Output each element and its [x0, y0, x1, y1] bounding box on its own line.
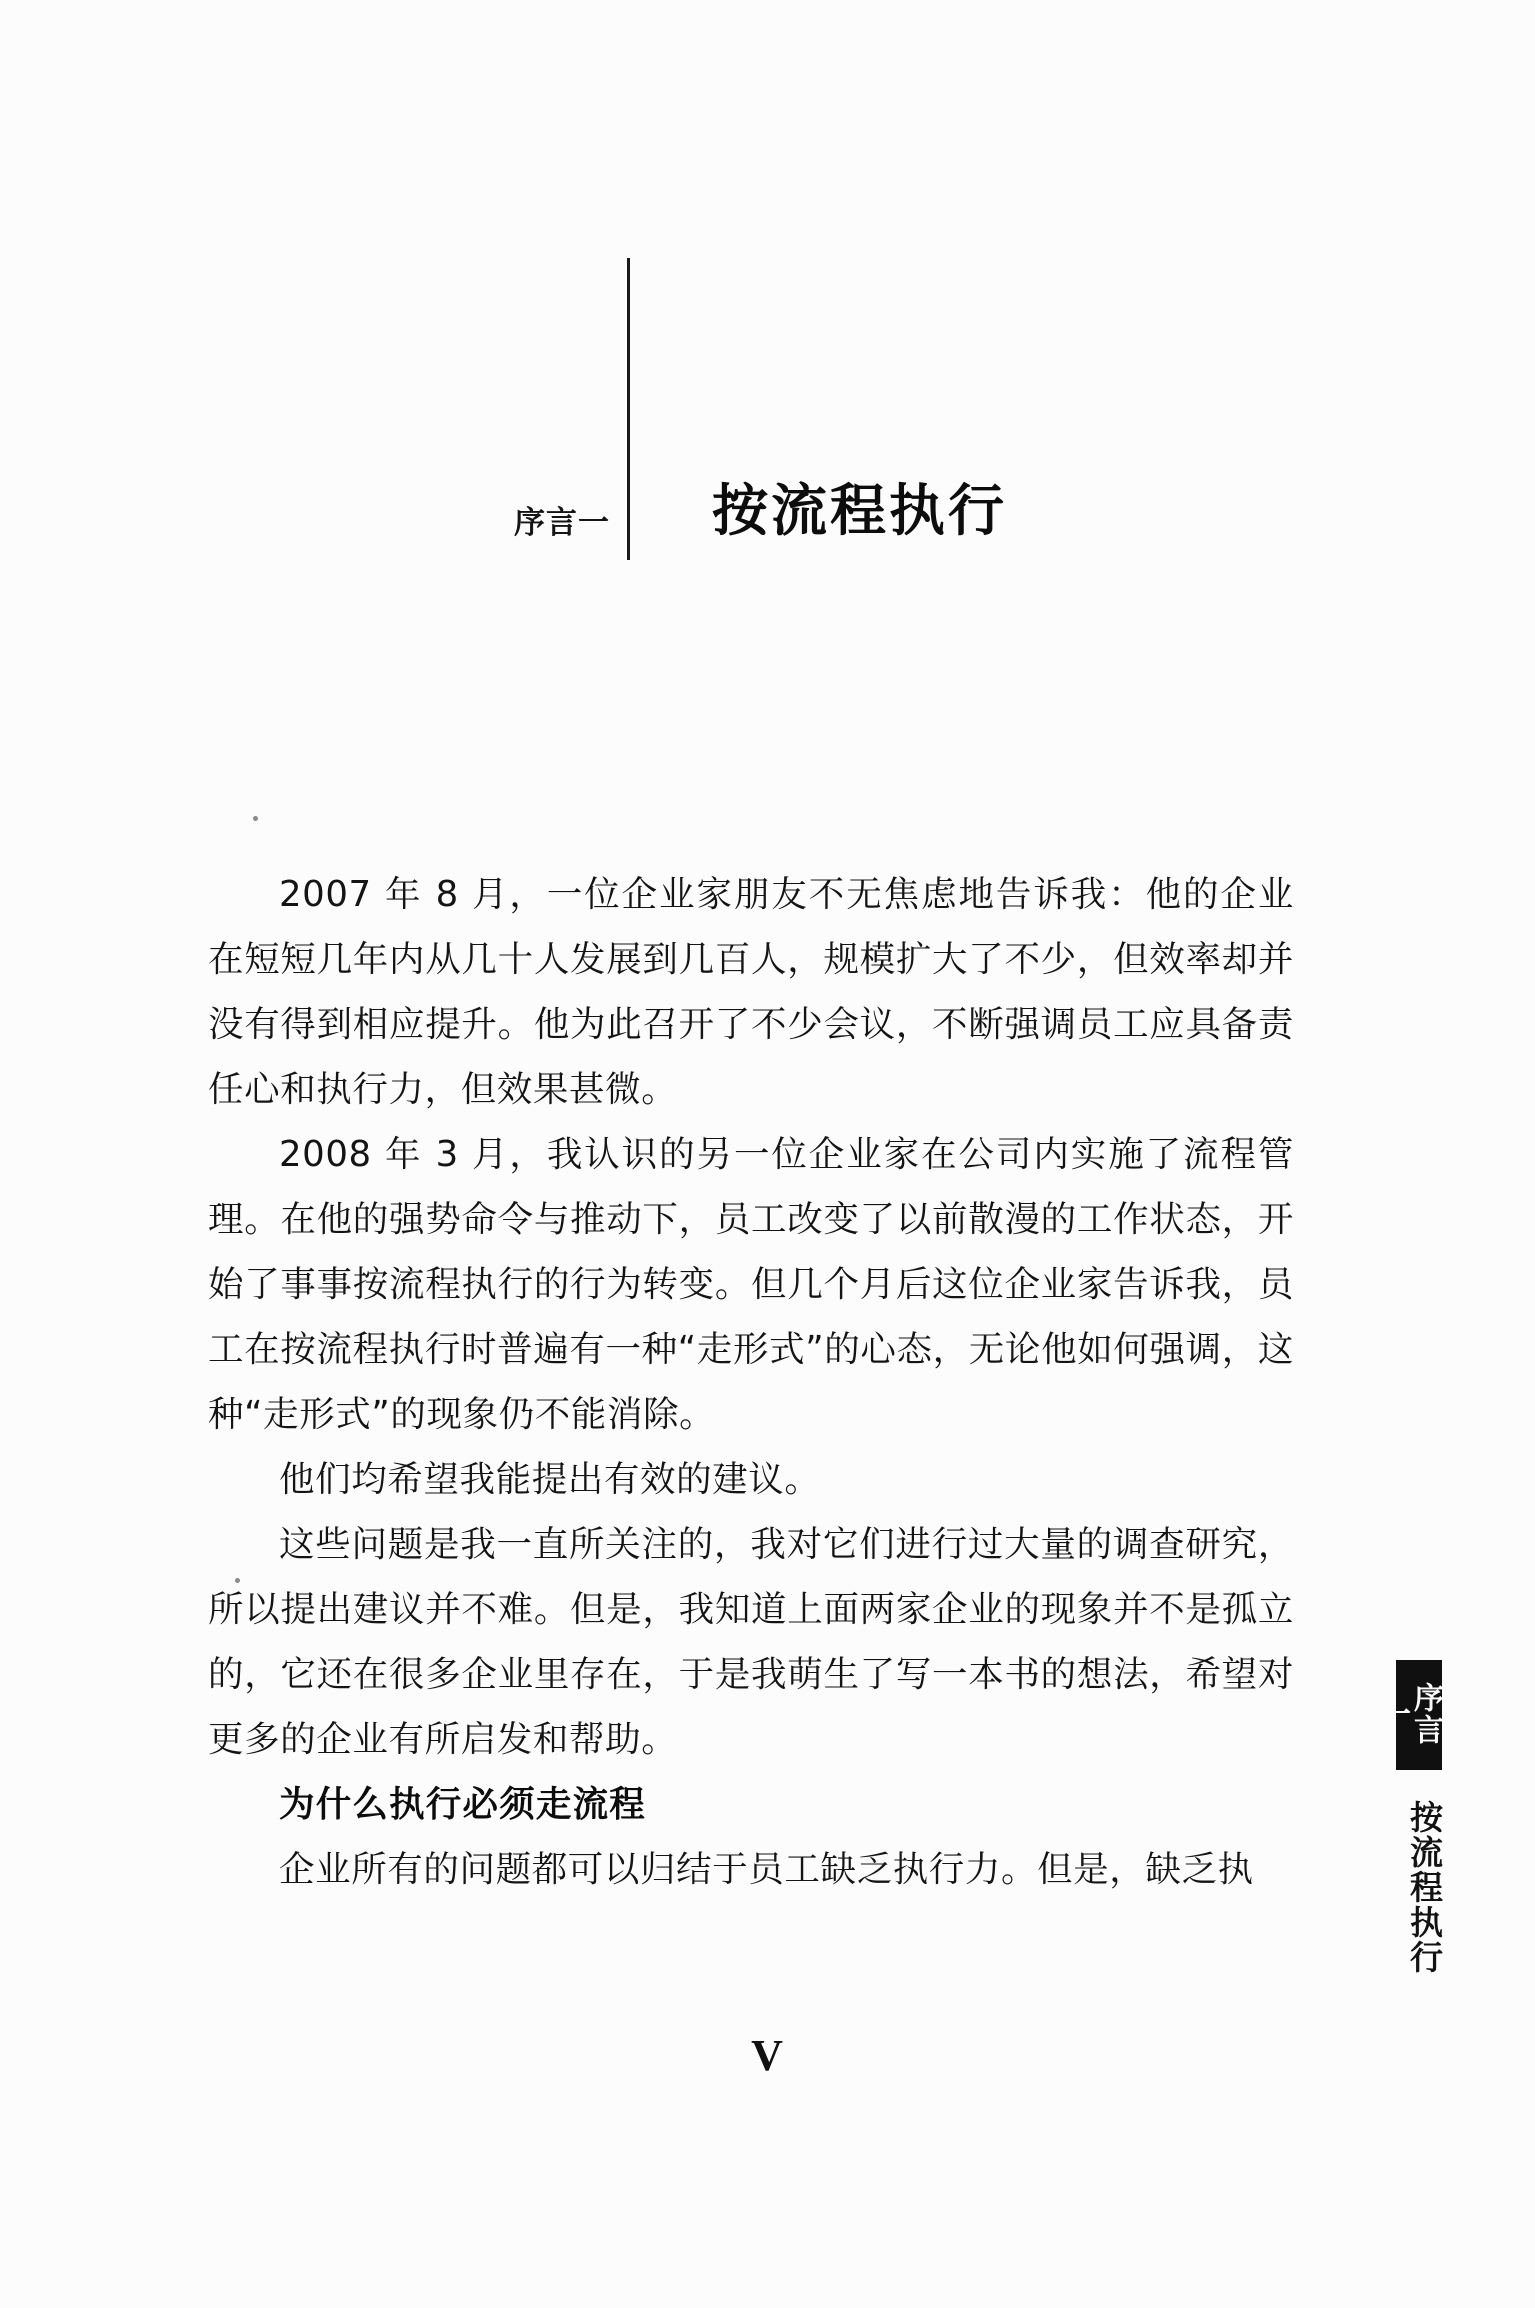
- body-paragraph: 2008 年 3 月，我认识的另一位企业家在公司内实施了流程管理。在他的强势命令与推动下，员工改变了以前散漫的工作状态，开始了事事按流程执行的行为转变。但几个月后这位企业家告诉我，员工在按流程执行时普遍有一种“走形式”的心态，无论他如何强调，这种“走形式”的现象仍不能消除。: [208, 1134, 1294, 1435]
- scan-speck: [253, 816, 258, 821]
- section-subheading: 为什么执行必须走流程: [279, 1784, 647, 1825]
- side-tab-badge: 序言一: [1396, 1660, 1442, 1770]
- body-paragraph: 企业所有的问题都可以归结于员工缺乏执行力。但是，缺乏执: [279, 1849, 1254, 1890]
- chapter-kicker: 序言一: [514, 505, 610, 541]
- side-tab-label: 按流程执行: [1405, 1800, 1444, 1975]
- body-paragraph: 这些问题是我一直所关注的，我对它们进行过大量的调查研究，所以提出建议并不难。但是，我知道上面两家企业的现象并不是孤立的，它还在很多企业里存在，于是我萌生了写一本书的想法，希望对更多的企业有所启发和帮助。: [208, 1524, 1294, 1760]
- page-title: 按流程执行: [712, 479, 1007, 544]
- chapter-header: [0, 250, 1535, 580]
- body-paragraph: 2007 年 8 月，一位企业家朋友不无焦虑地告诉我：他的企业在短短几年内从几十人发展到几百人，规模扩大了不少，但效率却并没有得到相应提升。他为此召开了不少会议，不断强调员工应具备责任心和执行力，但效果甚微。: [208, 874, 1294, 1110]
- body-column: [208, 862, 1294, 1902]
- body-paragraph: 他们均希望我能提出有效的建议。: [279, 1459, 821, 1500]
- page-number: V: [751, 2031, 784, 2080]
- chapter-divider-rule: [627, 258, 630, 560]
- side-thumb-tab: [1375, 1660, 1448, 1975]
